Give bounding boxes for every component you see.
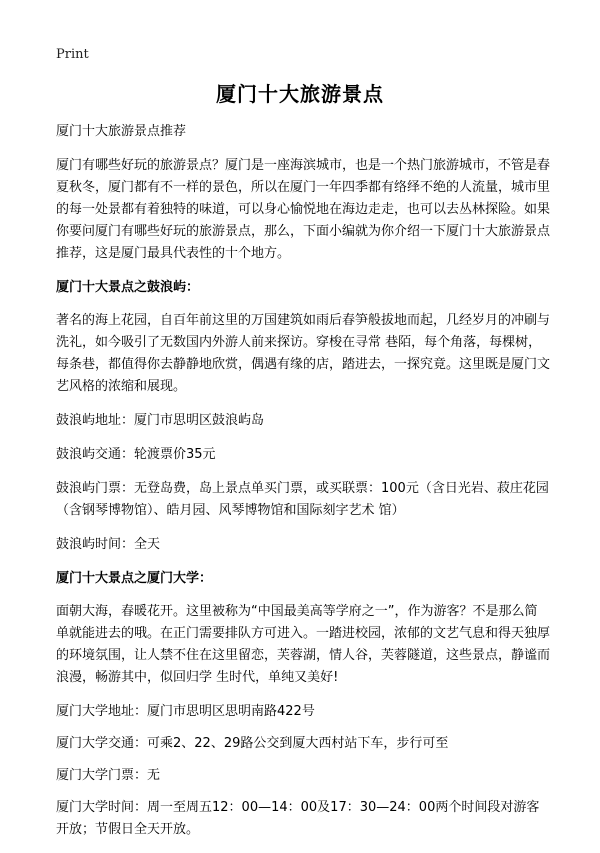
article-body	[56, 121, 550, 853]
gulangyu-hours: 鼓浪屿时间：全天	[56, 537, 161, 552]
gulangyu-transport: 鼓浪屿交通：轮渡票价35元	[56, 447, 216, 462]
xmu-tickets: 厦门大学门票：无	[56, 768, 161, 783]
xmu-hours: 厦门大学时间：周一至周五12：00—14：00及17：30—24：00两个时间段对游客开放；节假日全天开放。	[56, 800, 540, 837]
page-title: 厦门十大旅游景点	[216, 82, 384, 106]
intro-paragraph: 厦门有哪些好玩的旅游景点？厦门是一座海滨城市，也是一个热门旅游城市，不管是春夏秋冬，厦门都有不一样的景色，所以在厦门一年四季都有络绎不绝的人流量，城市里的每一处景都有着独特的味道，可以身心愉悦地在海边走走，也可以去丛林探险。如果你要问厦门有哪些好玩的旅游景点，那么，下面小编就为你介绍一下厦门十大旅游景点推荐，这是厦门最具代表性的十个地方。	[56, 158, 551, 261]
print-link[interactable]: Print	[56, 47, 89, 62]
gulangyu-description: 著名的海上花园，自百年前这里的万国建筑如雨后春笋般拔地而起，几经岁月的冲刷与洗礼，如今吸引了无数国内外游人前来探访。穿梭在寻常 巷陌，每个角落，每棵树，每条巷，都值得你去静静地欣赏，偶遇有缘的店，踏进去，一探究竟。这里既是厦门文艺风格的浓缩和展现。	[56, 313, 551, 394]
intro-heading: 厦门十大旅游景点推荐	[56, 124, 187, 139]
section-heading-xmu: 厦门十大景点之厦门大学：	[56, 571, 213, 586]
xmu-address: 厦门大学地址：厦门市思明区思明南路422号	[56, 704, 315, 719]
xmu-description: 面朝大海，春暖花开。这里被称为“中国最美高等学府之一”，作为游客？不是那么简单就能进去的哦。在正门需要排队方可进入。一踏进校园，浓郁的文艺气息和得天独厚的环境氛围，让人禁不住在这里留恋，芙蓉湖，情人谷，芙蓉隧道，这些景点，静谧而浪漫，畅游其中，似回归学 生时代，单纯又美好!	[56, 604, 551, 685]
gulangyu-tickets: 鼓浪屿门票：无登岛费，岛上景点单买门票，或买联票：100元（含日光岩、菽庄花园（含钢琴博物馆）、皓月园、风琴博物馆和国际刻字艺术 馆）	[56, 481, 549, 518]
gulangyu-address: 鼓浪屿地址：厦门市思明区鼓浪屿岛	[56, 413, 265, 428]
xmu-transport: 厦门大学交通：可乘2、22、29路公交到厦大西村站下车，步行可至	[56, 736, 449, 751]
section-heading-gulangyu: 厦门十大景点之鼓浪屿：	[56, 280, 200, 295]
